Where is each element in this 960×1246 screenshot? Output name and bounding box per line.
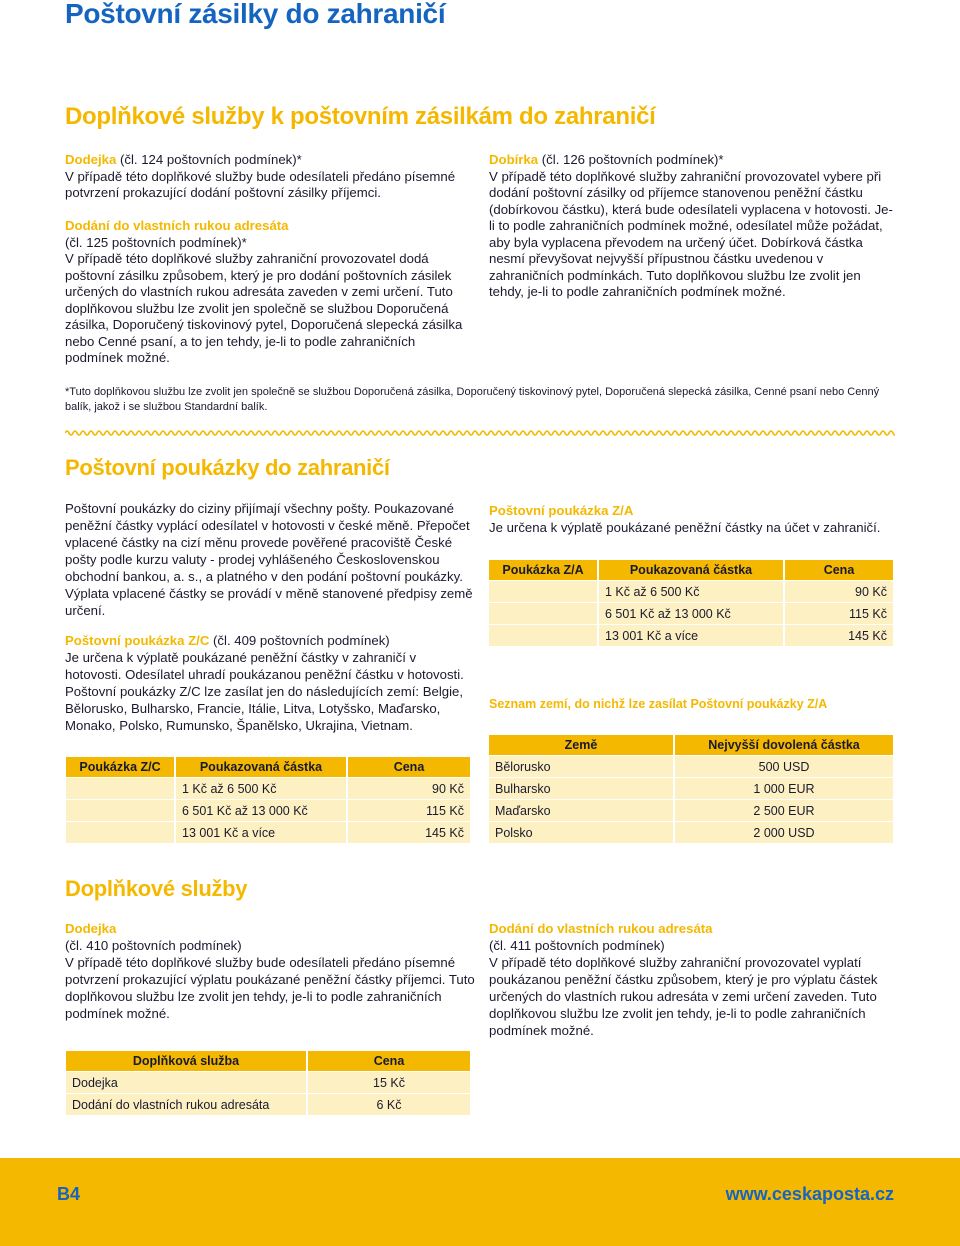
za-block [489, 502, 899, 536]
table-cell: Dodejka [66, 1072, 306, 1093]
s3-dodejka-title: Dodejka [65, 921, 117, 936]
table-zc-header-cell: Poukazovaná částka [176, 757, 346, 777]
table-row [489, 581, 893, 602]
table-services-header-cell: Doplňková služba [66, 1051, 306, 1071]
dobirka-block [489, 152, 894, 301]
s3-drr-text: V případě této doplňkové služby zahraniční provozovatel vyplatí poukázanou peněžní částku způsobem, který je pro výplatu částek určených do vlastních rukou adresáta v zemi určení zaveden. Tuto doplňkovou službu lze zvolit jen tehdy, je-li to podle zahraničních podmínek možné. [489, 955, 878, 1038]
table-cell: 6 501 Kč až 13 000 Kč [176, 800, 346, 821]
table-row [489, 625, 893, 646]
drr-block [65, 218, 465, 367]
table-countries-header-cell: Země [489, 735, 673, 755]
dobirka-text: V případě této doplňkové služby zahraniční provozovatel vybere při dodání poštovní zásilky od příjemce stanovenou peněžní částku (dobírkovou částku), která bude odesílateli vyplacena v hotovosti. Je-li to podle zahraničních podmínek možné, odesílatel může požádat, aby byla vyplacena převodem na určený účet. Dobírková částka nesmí převyšovat nejvyšší přípustnou částku uvedenou v zahraničních podmínkách. Tuto doplňkovou službu lze zvolit jen tehdy, je-li to podle zahraničních podmínek možné. [489, 168, 893, 299]
table-za-header [489, 560, 893, 580]
table-za-header-cell: Cena [785, 560, 893, 580]
countries-title: Seznam zemí, do nichž lze zasílat Poštovní poukázky Z/A [489, 697, 828, 711]
section-heading-additional-services-parcels: Doplňkové služby k poštovním zásilkám do zahraničí [65, 103, 656, 130]
s3-dodejka-ref: (čl. 410 poštovních podmínek) [65, 938, 242, 953]
wave-divider [65, 428, 895, 438]
website-link[interactable]: www.ceskaposta.cz [725, 1184, 894, 1204]
table-services [64, 1050, 472, 1116]
table-zc [64, 756, 472, 844]
dobirka-ref: (čl. 126 poštovních podmínek)* [538, 152, 724, 167]
table-cell: Bulharsko [489, 778, 673, 799]
table-cell: Bělorusko [489, 756, 673, 777]
table-row [489, 756, 893, 777]
table-cell: 115 Kč [348, 800, 470, 821]
table-cell: 115 Kč [785, 603, 893, 624]
table-cell: Dodání do vlastních rukou adresáta [66, 1094, 306, 1115]
dodejka-block [65, 152, 465, 202]
table-row [489, 603, 893, 624]
table-cell: 15 Kč [308, 1072, 470, 1093]
table-cell [66, 822, 174, 843]
table-services-header-cell: Cena [308, 1051, 470, 1071]
s3-dodejka-block [65, 920, 475, 1022]
page-title: Poštovní zásilky do zahraničí [65, 0, 446, 29]
table-cell: 2 500 EUR [675, 800, 893, 821]
table-row [66, 822, 470, 843]
table-countries-header [489, 735, 893, 755]
table-cell: 13 001 Kč a více [599, 625, 783, 646]
zc-ref: (čl. 409 poštovních podmínek) [209, 633, 390, 648]
table-za [487, 559, 895, 647]
table-countries [487, 734, 895, 844]
zc-text: Je určena k výplatě poukázané peněžní částky v zahraničí v hotovosti. Odesílatel uhradí poukázanou peněžní částku v hotovosti. Poštovní poukázky Z/C lze zasílat jen do následujících zemí: Belgie, Bělorusko, Bulharsko, Francie, Itálie, Litva, Lotyšsko, Maďarsko, Monako, Polsko, Rumunsko, Španělsko, Ukrajina, Vietnam. [65, 650, 464, 733]
table-row [66, 1072, 470, 1093]
table-za-header-cell: Poukázka Z/A [489, 560, 597, 580]
table-cell [489, 625, 597, 646]
table-cell: 145 Kč [785, 625, 893, 646]
table-cell: 1 Kč až 6 500 Kč [599, 581, 783, 602]
footer-bar [0, 1158, 960, 1246]
table-cell: 6 Kč [308, 1094, 470, 1115]
table-zc-header-cell: Cena [348, 757, 470, 777]
za-title: Poštovní poukázka Z/A [489, 503, 634, 518]
table-row [66, 800, 470, 821]
table-row [489, 822, 893, 843]
table-zc-header-cell: Poukázka Z/C [66, 757, 174, 777]
table-cell: 2 000 USD [675, 822, 893, 843]
table-cell: 6 501 Kč až 13 000 Kč [599, 603, 783, 624]
table-cell [489, 581, 597, 602]
dodejka-text: V případě této doplňkové služby bude odesílateli předáno písemné potvrzení prokazující dodání poštovní zásilky příjemci. [65, 168, 456, 200]
table-cell: 13 001 Kč a více [176, 822, 346, 843]
table-cell [66, 778, 174, 799]
drr-ref: (čl. 125 poštovních podmínek)* [65, 234, 247, 250]
footnote: *Tuto doplňkovou službu lze zvolit jen společně se službou Doporučená zásilka, Doporučený tiskovinový pytel, Doporučená slepecká zásilka, Cenné psaní nebo Cenný balík, jakož i se službou Standardní balík. [65, 386, 880, 413]
table-row [489, 800, 893, 821]
s3-drr-block [489, 920, 899, 1039]
s3-drr-ref: (čl. 411 poštovních podmínek) [489, 938, 665, 953]
table-row [66, 1094, 470, 1115]
table-cell: 1 000 EUR [675, 778, 893, 799]
table-cell [66, 800, 174, 821]
table-za-header-cell: Poukazovaná částka [599, 560, 783, 580]
table-cell: Polsko [489, 822, 673, 843]
table-cell [489, 603, 597, 624]
table-cell: 90 Kč [348, 778, 470, 799]
zc-title: Poštovní poukázka Z/C [65, 633, 210, 648]
table-cell: 500 USD [675, 756, 893, 777]
table-zc-header [66, 757, 470, 777]
dobirka-title: Dobírka [489, 152, 539, 167]
s3-dodejka-text: V případě této doplňkové služby bude odesílateli předáno písemné potvrzení prokazující výplatu poukázané peněžní částky příjemci. Tuto doplňkovou službu lze zvolit jen tehdy, je-li to podle zahraničních podmínek možné. [65, 955, 475, 1021]
drr-text: V případě této doplňkové služby zahraniční provozovatel dodá poštovní zásilku způsobem, který je pro dodání poštovních zásilek určených do vlastních rukou adresáta zaveden v zemi určení. Tuto doplňkovou službu lze zvolit jen společně se službou Doporučená zásilka, Doporučený tiskovinový pytel, Doporučená slepecká zásilka nebo Cenné psaní, a to jen tehdy, je-li to podle zahraničních podmínek možné. [65, 251, 463, 365]
table-cell: Maďarsko [489, 800, 673, 821]
table-countries-header-cell: Nejvyšší dovolená částka [675, 735, 893, 755]
money-orders-intro: Poštovní poukázky do ciziny přijímají všechny pošty. Poukazované peněžní částky vyplácí odesílatel v hotovosti v české měně. Přepočet vplacené částky na cizí měnu provede pověřené pracoviště České pošty podle kurzu valuty - prodej vyhlášeného Československou obchodní bankou, a. s., a platného v den podání poštovní poukázky. Výplata vplacené částky se provádí v měně stanovené předpisy země určení. [65, 501, 473, 618]
dodejka-title: Dodejka [65, 152, 117, 167]
dodejka-ref: (čl. 124 poštovních podmínek)* [116, 152, 302, 167]
section-heading-money-orders: Poštovní poukázky do zahraničí [65, 455, 390, 480]
zc-block [65, 632, 475, 734]
section-heading-additional-services: Doplňkové služby [65, 876, 248, 901]
s3-drr-title: Dodání do vlastních rukou adresáta [489, 921, 713, 936]
table-cell: 145 Kč [348, 822, 470, 843]
table-row [66, 778, 470, 799]
table-row [489, 778, 893, 799]
table-cell: 1 Kč až 6 500 Kč [176, 778, 346, 799]
table-cell: 90 Kč [785, 581, 893, 602]
page-number: B4 [57, 1184, 81, 1204]
table-services-header [66, 1051, 470, 1071]
drr-title: Dodání do vlastních rukou adresáta [65, 218, 289, 233]
za-text: Je určena k výplatě poukázané peněžní částky na účet v zahraničí. [489, 520, 881, 535]
